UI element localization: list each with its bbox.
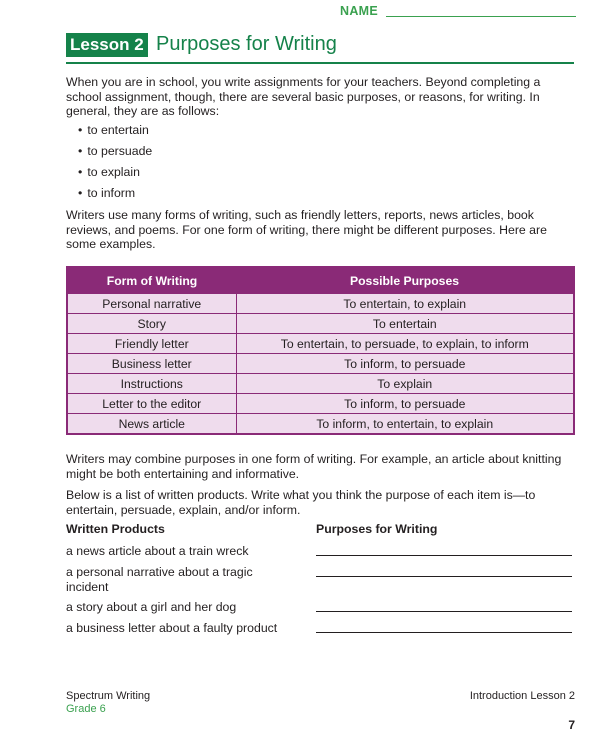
purpose-list bbox=[78, 123, 152, 207]
column-header-form: Form of Writing bbox=[67, 267, 236, 294]
column-header-purposes: Possible Purposes bbox=[236, 267, 574, 294]
purpose-cell: To entertain, to explain bbox=[236, 294, 574, 314]
answer-line[interactable] bbox=[316, 611, 572, 612]
lesson-header bbox=[66, 33, 574, 67]
instructions-paragraph: Below is a list of written products. Write what you think the purpose of each item is—to entertain, persuade, explain, and/or inform. bbox=[66, 488, 536, 517]
purpose-item: • to entertain bbox=[78, 123, 152, 144]
table-row bbox=[67, 394, 574, 414]
combine-paragraph: Writers may combine purposes in one form of writing. For example, an article about knitting might be both entertaining and informative. bbox=[66, 452, 562, 481]
forms-paragraph: Writers use many forms of writing, such as friendly letters, reports, news articles, book reviews, and poems. For one form of writing, there might be different purposes. Here are some examples. bbox=[66, 208, 547, 251]
form-cell: Letter to the editor bbox=[67, 394, 236, 414]
name-label: NAME bbox=[340, 4, 379, 18]
name-field bbox=[340, 4, 576, 22]
form-cell: Personal narrative bbox=[67, 294, 236, 314]
answer-line[interactable] bbox=[316, 576, 572, 577]
table-row bbox=[67, 374, 574, 394]
purpose-cell: To entertain, to persuade, to explain, to inform bbox=[236, 334, 574, 354]
table-row bbox=[67, 314, 574, 334]
title-divider bbox=[66, 62, 574, 64]
name-line[interactable] bbox=[386, 16, 576, 17]
form-cell: Story bbox=[67, 314, 236, 334]
form-cell: Instructions bbox=[67, 374, 236, 394]
answer-line[interactable] bbox=[316, 555, 572, 556]
book-title: Spectrum Writing bbox=[66, 690, 151, 702]
form-cell: Business letter bbox=[67, 354, 236, 374]
purposes-table bbox=[66, 266, 575, 435]
purpose-item: • to explain bbox=[78, 165, 152, 186]
purpose-cell: To inform, to persuade bbox=[236, 354, 574, 374]
table-header-row bbox=[67, 267, 574, 294]
lesson-badge: Lesson 2 bbox=[66, 33, 148, 57]
form-cell: Friendly letter bbox=[67, 334, 236, 354]
table-row bbox=[67, 294, 574, 314]
written-products-header: Written Products bbox=[66, 522, 165, 536]
purpose-cell: To explain bbox=[236, 374, 574, 394]
purposes-header: Purposes for Writing bbox=[316, 522, 438, 536]
product-item: a personal narrative about a tragic incident bbox=[66, 565, 253, 594]
product-item: a business letter about a faulty product bbox=[66, 621, 278, 635]
form-cell: News article bbox=[67, 414, 236, 435]
purpose-item: • to inform bbox=[78, 186, 152, 207]
footer-book-info bbox=[66, 690, 150, 716]
footer-section: Introduction Lesson 2 bbox=[469, 690, 575, 702]
product-item: a news article about a train wreck bbox=[66, 544, 249, 558]
table-row bbox=[67, 414, 574, 435]
page-title: Purposes for Writing bbox=[156, 33, 337, 55]
table-row bbox=[67, 354, 574, 374]
product-item: a story about a girl and her dog bbox=[66, 600, 237, 614]
purpose-item: • to persuade bbox=[78, 144, 152, 165]
purpose-cell: To inform, to entertain, to explain bbox=[236, 414, 574, 435]
table-row bbox=[67, 334, 574, 354]
grade-label: Grade 6 bbox=[66, 703, 106, 715]
purpose-cell: To inform, to persuade bbox=[236, 394, 574, 414]
purpose-cell: To entertain bbox=[236, 314, 574, 334]
intro-paragraph: When you are in school, you write assignments for your teachers. Beyond completing a school assignment, though, there are several basic purposes, or reasons, for writing. In general, they are as follows: bbox=[66, 75, 541, 118]
page-number: 7 bbox=[568, 718, 575, 732]
answer-line[interactable] bbox=[316, 632, 572, 633]
